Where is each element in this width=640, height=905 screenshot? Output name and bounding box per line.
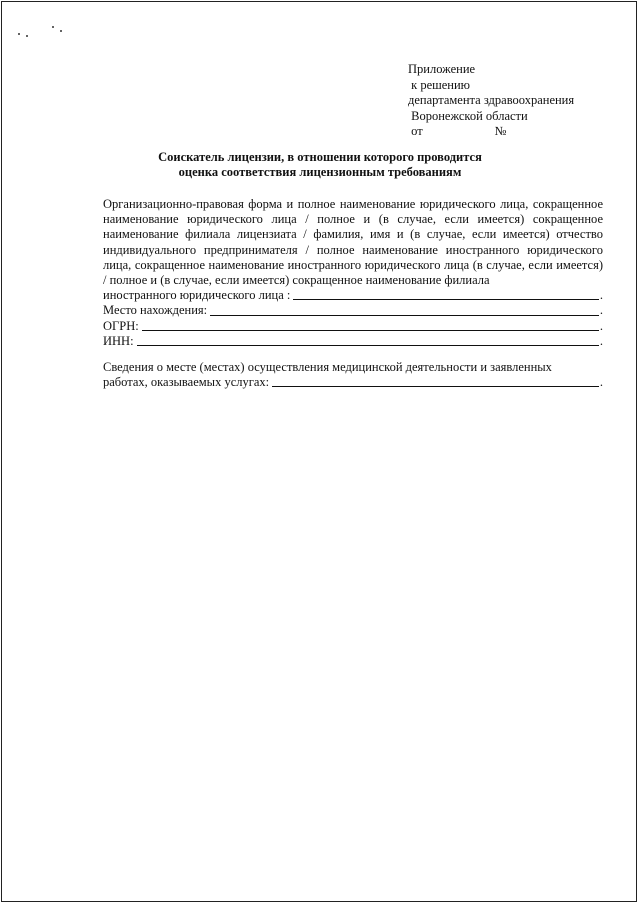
- location-row: [103, 303, 603, 318]
- scan-speck: [60, 30, 62, 32]
- services-row: [103, 375, 603, 390]
- scan-speck: [18, 33, 20, 35]
- inn-blank[interactable]: [137, 335, 599, 346]
- appendix-line: к решению: [408, 77, 471, 92]
- services-blank[interactable]: [272, 376, 599, 387]
- ogrn-row: [103, 319, 603, 334]
- org-name-row: [103, 288, 603, 303]
- period: .: [599, 288, 603, 303]
- scan-speck: [52, 26, 54, 28]
- period: .: [599, 303, 603, 318]
- services-fields: [103, 360, 603, 390]
- scan-speck: [26, 35, 28, 37]
- location-blank[interactable]: [210, 305, 599, 316]
- inn-label: ИНН:: [103, 333, 134, 348]
- appendix-line: департамента здравоохранения: [408, 93, 575, 107]
- ogrn-blank[interactable]: [142, 320, 599, 331]
- location-label: Место нахождения:: [103, 303, 208, 318]
- appendix-block: [408, 62, 574, 140]
- services-label: работах, оказываемых услугах:: [103, 375, 270, 390]
- services-description: Сведения о месте (местах) осуществления медицинской деятельности и заявленных: [103, 360, 552, 374]
- appendix-date-number: от №: [408, 124, 507, 138]
- appendix-line: Воронежской области: [408, 108, 528, 123]
- period: .: [599, 333, 603, 348]
- period: .: [599, 375, 603, 390]
- applicant-fields: [103, 197, 603, 349]
- org-name-blank[interactable]: [293, 289, 598, 300]
- org-name-label: иностранного юридического лица :: [103, 288, 291, 303]
- title-line: оценка соответствия лицензионным требованиям: [178, 165, 462, 179]
- org-description: Организационно-правовая форма и полное наименование юридического лица, сокращенное наименование юридического лица / полное и (в случае, если имеется) сокращенное наименование филиала лицензиата / фамилия, имя и (в случае, если имеется) отчество индивидуального предпринимателя / полное наименование иностранного юридического лица, сокращенное наименование иностранного юридического лица (в случае, если имеется) / полное и (в случае, если имеется) сокращенное наименование филиала: [103, 197, 603, 288]
- period: .: [599, 318, 603, 333]
- inn-row: [103, 334, 603, 349]
- document-title: [0, 150, 640, 180]
- title-line: Соискатель лицензии, в отношении которого проводится: [158, 150, 482, 164]
- ogrn-label: ОГРН:: [103, 318, 139, 333]
- appendix-line: Приложение: [408, 62, 476, 76]
